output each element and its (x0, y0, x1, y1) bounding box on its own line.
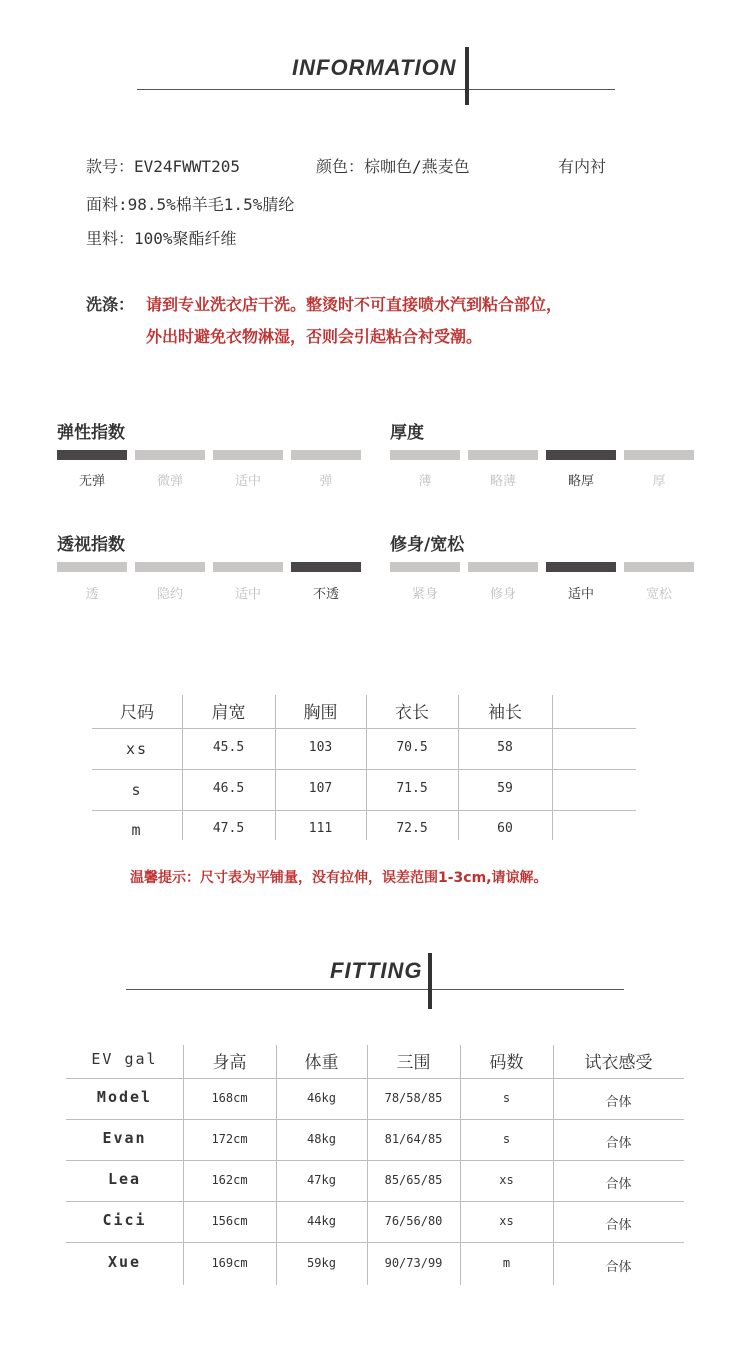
table-divider (552, 695, 553, 840)
table-divider (460, 1045, 461, 1285)
column-header: 袖长 (488, 703, 522, 723)
table-cell: 44kg (307, 1214, 336, 1228)
table-rule (66, 1242, 684, 1243)
table-cell: 76/56/80 (384, 1214, 443, 1228)
table-cell: 81/64/85 (384, 1132, 443, 1146)
index-bar (135, 450, 205, 460)
table-cell: 48kg (307, 1132, 336, 1146)
wash-line-1: 请到专业洗衣店干洗。整烫时不可直接喷水汽到粘合部位， (146, 295, 563, 314)
table-cell: 合体 (605, 1177, 632, 1192)
table-cell: 47.5 (212, 821, 245, 836)
index-bar (624, 562, 694, 572)
table-cell: Cici (102, 1211, 147, 1229)
table-rule (92, 810, 636, 811)
information-rule (137, 89, 615, 90)
table-cell: s (131, 781, 143, 799)
table-divider (553, 1045, 554, 1285)
table-cell: 103 (308, 740, 333, 755)
index-bar (135, 562, 205, 572)
index-option-label: 适中 (234, 474, 261, 489)
table-cell: Model (96, 1088, 153, 1106)
fitting-rule (126, 989, 624, 990)
table-cell: 合体 (605, 1260, 632, 1275)
table-cell: m (131, 821, 143, 839)
column-header: 尺码 (120, 703, 154, 723)
table-cell: 168cm (211, 1091, 248, 1105)
fabric-info: 面料:98.5%棉羊毛1.5%腈纶 (86, 195, 295, 214)
fitting-accent-bar (428, 953, 432, 1009)
table-rule (66, 1119, 684, 1120)
table-cell: Lea (107, 1170, 142, 1188)
column-header: 码数 (489, 1053, 524, 1073)
index-option-label: 弹 (319, 474, 333, 489)
index-bar (390, 450, 460, 460)
table-cell: s (502, 1132, 511, 1146)
index-option-label: 薄 (418, 474, 432, 489)
table-cell: 46kg (307, 1091, 336, 1105)
index-bar (291, 562, 361, 572)
table-cell: 58 (497, 740, 513, 755)
index-bar (213, 562, 283, 572)
index-option-label: 修身 (489, 587, 516, 602)
table-rule (66, 1201, 684, 1202)
table-cell: 70.5 (396, 740, 428, 755)
fitting-title: FITTING (330, 958, 423, 983)
table-cell: 合体 (605, 1095, 632, 1110)
table-cell: 71.5 (396, 781, 428, 796)
index-bar (57, 562, 127, 572)
column-header: 胸围 (303, 703, 338, 723)
column-header: 身高 (212, 1053, 247, 1073)
index-option-label: 不透 (312, 587, 339, 602)
index-option-label: 隐约 (156, 587, 183, 602)
table-cell: 合体 (605, 1136, 632, 1151)
table-cell: 162cm (211, 1173, 248, 1187)
color-info: 颜色：棕咖色/燕麦色 (316, 157, 470, 176)
index-bar (390, 562, 460, 572)
index-option-label: 适中 (567, 587, 594, 602)
index-bar (624, 450, 694, 460)
table-cell: s (502, 1091, 511, 1105)
table-cell: 59kg (307, 1256, 336, 1270)
table-cell: 78/58/85 (384, 1091, 443, 1105)
index-bar (468, 450, 538, 460)
table-cell: 59 (497, 781, 513, 796)
table-cell: Evan (102, 1129, 147, 1147)
table-divider (367, 1045, 368, 1285)
table-cell: 72.5 (396, 821, 428, 836)
table-cell: 45.5 (212, 740, 245, 755)
index-bar (57, 450, 127, 460)
table-cell: 156cm (211, 1214, 248, 1228)
column-header: 试衣感受 (584, 1053, 653, 1073)
index-option-label: 微弹 (156, 474, 183, 489)
table-cell: 60 (497, 821, 513, 836)
index-option-label: 紧身 (411, 587, 438, 602)
information-title: INFORMATION (292, 55, 457, 80)
style-number: 款号：EV24FWWT205 (86, 157, 240, 176)
table-rule (92, 769, 636, 770)
table-divider (276, 1045, 277, 1285)
table-rule (66, 1160, 684, 1161)
index-option-label: 略薄 (489, 474, 516, 489)
table-cell: Xue (107, 1253, 142, 1271)
index-option-label: 宽松 (645, 587, 672, 602)
index-option-label: 略厚 (567, 474, 594, 489)
table-cell: 85/65/85 (384, 1173, 443, 1187)
index-title: 厚度 (390, 423, 424, 443)
information-accent-bar (465, 47, 469, 105)
table-cell: 90/73/99 (384, 1256, 443, 1270)
index-bar (546, 450, 616, 460)
table-cell: xs (499, 1214, 514, 1228)
index-title: 弹性指数 (57, 423, 125, 443)
index-option-label: 适中 (234, 587, 261, 602)
index-title: 透视指数 (57, 535, 125, 555)
index-bar (213, 450, 283, 460)
table-cell: 47kg (307, 1173, 336, 1187)
lining-info: 里料：100%聚酯纤维 (86, 229, 237, 248)
index-bar (291, 450, 361, 460)
table-cell: 169cm (211, 1256, 248, 1270)
wash-line-2: 外出时避免衣物淋湿，否则会引起粘合衬受潮。 (146, 327, 483, 346)
table-cell: 172cm (211, 1132, 248, 1146)
index-bar (468, 562, 538, 572)
table-rule (66, 1078, 684, 1079)
table-cell: m (502, 1256, 511, 1270)
size-note: 温馨提示：尺寸表为平铺量，没有拉伸，误差范围1-3cm,请谅解。 (130, 870, 548, 886)
index-bar (546, 562, 616, 572)
column-header: EV gal (91, 1050, 158, 1068)
index-option-label: 透 (85, 587, 99, 602)
table-divider (183, 1045, 184, 1285)
wash-label: 洗涤： (86, 295, 135, 314)
table-cell: 111 (308, 821, 333, 836)
table-rule (92, 728, 636, 729)
lining-note: 有内衬 (558, 157, 607, 176)
table-cell: 合体 (605, 1218, 632, 1233)
column-header: 衣长 (395, 703, 429, 723)
index-option-label: 无弹 (78, 474, 105, 489)
column-header: 三围 (396, 1053, 431, 1073)
column-header: 肩宽 (211, 703, 246, 723)
index-option-label: 厚 (652, 474, 666, 489)
index-title: 修身/宽松 (390, 535, 465, 555)
column-header: 体重 (304, 1053, 339, 1073)
table-cell: 46.5 (212, 781, 245, 796)
table-cell: xs (499, 1173, 514, 1187)
table-cell: xs (125, 740, 149, 758)
table-cell: 107 (308, 781, 333, 796)
